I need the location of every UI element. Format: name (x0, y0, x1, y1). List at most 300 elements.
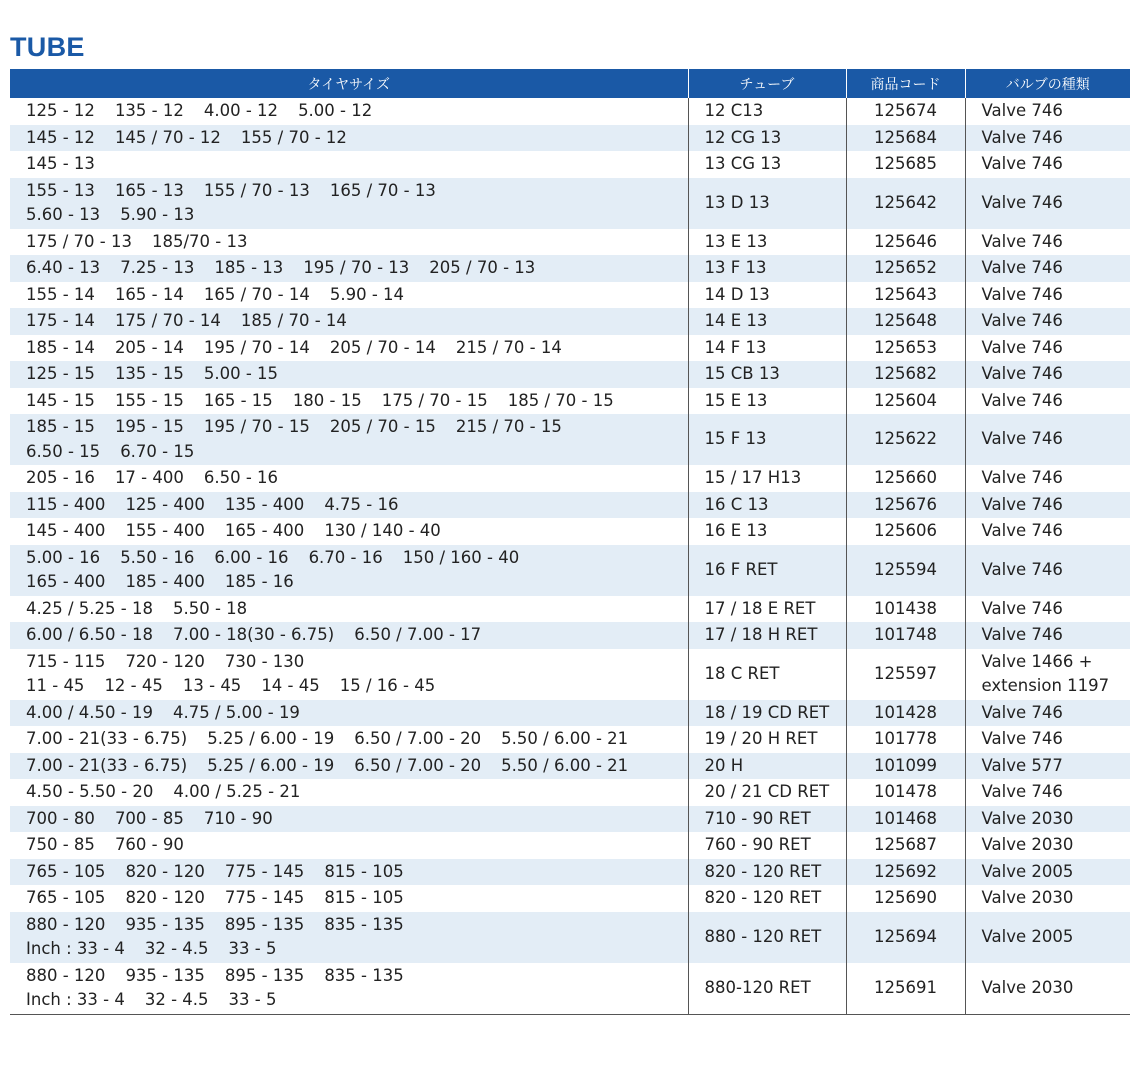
tire-size: Inch : 33 - 4 (26, 990, 125, 1009)
tire-size: 895 - 135 (224, 965, 305, 985)
table-row (10, 255, 1130, 282)
tube-cell: 20 H (688, 753, 846, 780)
tire-size: 5.00 - 16 (26, 547, 101, 567)
tire-size: 17 - 400 (114, 468, 184, 487)
product-code-cell: 125685 (846, 151, 965, 178)
table-row (10, 151, 1130, 178)
tire-size-line (26, 362, 688, 387)
tire-size-line (26, 203, 688, 228)
tire-size-line (26, 99, 688, 124)
valve-type-cell: Valve 746 (965, 596, 1130, 623)
tube-cell: 18 C RET (688, 649, 846, 700)
tire-size: 700 - 85 (114, 808, 184, 828)
tire-size: 935 - 135 (125, 965, 205, 985)
table-header (10, 69, 1130, 98)
tire-size: 6.50 - 16 (203, 468, 279, 487)
table-row (10, 885, 1130, 912)
tire-size-cell (10, 98, 688, 125)
valve-type-cell: Valve 746 (965, 255, 1130, 282)
valve-type-cell: Valve 746 (965, 361, 1130, 388)
tire-size-cell (10, 963, 688, 1015)
tire-size-line (26, 519, 688, 544)
tire-size: 145 - 12 (26, 127, 95, 147)
tire-size: 815 - 105 (324, 861, 404, 881)
product-code-cell: 125660 (846, 465, 965, 492)
table-row (10, 622, 1130, 649)
tire-size-cell (10, 779, 688, 806)
tire-size: 145 - 15 (26, 390, 95, 410)
tire-size: 185 - 13 (214, 258, 284, 277)
tire-size-cell (10, 492, 688, 519)
table-row (10, 545, 1130, 596)
valve-type-cell: Valve 2030 (965, 885, 1130, 912)
product-code-cell: 125694 (846, 912, 965, 963)
tire-size: 205 / 70 - 14 (329, 337, 436, 357)
tire-size: 185 - 400 (125, 572, 205, 591)
table-row (10, 125, 1130, 152)
product-code-cell: 125606 (846, 518, 965, 545)
tire-size: 5.50 - 16 (120, 547, 195, 567)
tire-size: 195 - 15 (114, 417, 184, 436)
table-row (10, 388, 1130, 415)
tire-size: 125 - 15 (26, 364, 95, 383)
tire-size-line (26, 674, 688, 699)
header-tire-size: タイヤサイズ (10, 69, 688, 98)
table-row (10, 596, 1130, 623)
product-code-cell: 101748 (846, 622, 965, 649)
product-code-cell: 101438 (846, 596, 965, 623)
tire-size: 165 / 70 - 14 (203, 284, 310, 304)
tire-size-line (26, 440, 688, 465)
tire-size: 4.75 / 5.00 - 19 (172, 702, 300, 722)
table-row (10, 282, 1130, 309)
tire-size: 175 / 70 - 15 (381, 390, 488, 410)
product-code-cell: 125690 (846, 885, 965, 912)
tire-size: 125 - 400 (125, 494, 205, 514)
tire-size: 150 / 160 - 40 (402, 547, 520, 567)
tire-size: 5.25 / 6.00 - 19 (207, 729, 335, 748)
tire-size: 175 / 70 - 13 (26, 231, 132, 251)
tire-size-line (26, 964, 688, 989)
tire-size-line (26, 389, 688, 414)
tire-size-line (26, 570, 688, 595)
tire-size-line (26, 597, 688, 622)
tire-size-cell (10, 885, 688, 912)
tire-size-cell (10, 414, 688, 465)
tire-size-cell (10, 151, 688, 178)
tire-size: 12 - 45 (104, 676, 163, 695)
valve-type-cell: Valve 746 (965, 178, 1130, 229)
table-row (10, 700, 1130, 727)
valve-type-cell: Valve 746 (965, 282, 1130, 309)
product-code-cell: 125682 (846, 361, 965, 388)
table-row (10, 859, 1130, 886)
tire-size: 880 - 120 (26, 965, 106, 985)
table-row (10, 308, 1130, 335)
header-row (10, 69, 1130, 98)
tire-size: 720 - 120 (125, 651, 205, 671)
tire-size: 5.90 - 13 (120, 205, 195, 224)
tire-size-cell (10, 308, 688, 335)
tire-size: 165 - 400 (26, 572, 106, 591)
tire-size: 185 - 15 (26, 417, 95, 436)
tire-size: 775 - 145 (224, 861, 305, 881)
tire-size: 6.00 - 16 (214, 547, 289, 567)
product-code-cell: 125646 (846, 229, 965, 256)
tire-size-cell (10, 649, 688, 700)
product-code-cell: 101778 (846, 726, 965, 753)
tube-cell: 710 - 90 RET (688, 806, 846, 833)
tire-size: 205 - 14 (114, 337, 184, 357)
tube-cell: 880-120 RET (688, 963, 846, 1015)
table-row (10, 963, 1130, 1015)
tube-cell: 18 / 19 CD RET (688, 700, 846, 727)
tire-size: 715 - 115 (26, 651, 106, 671)
tire-size: 185/70 - 13 (151, 231, 248, 251)
tire-size: 13 - 45 (182, 676, 242, 695)
tire-size: 815 - 105 (324, 888, 404, 907)
tire-size-cell (10, 596, 688, 623)
table-row (10, 492, 1130, 519)
tire-size: 5.00 - 12 (298, 101, 373, 120)
tire-size-line (26, 309, 688, 334)
valve-type-cell: Valve 2005 (965, 859, 1130, 886)
tire-size: 6.50 / 7.00 - 17 (354, 625, 482, 644)
tire-size: 6.70 - 16 (308, 547, 383, 567)
tire-size: 195 / 70 - 15 (203, 417, 310, 436)
tire-size: 32 - 4.5 (144, 990, 209, 1009)
valve-type-cell: Valve 746 (965, 151, 1130, 178)
product-code-cell: 125652 (846, 255, 965, 282)
product-code-cell: 125653 (846, 335, 965, 362)
tube-cell: 12 C13 (688, 98, 846, 125)
tire-size-line (26, 727, 688, 752)
tire-size-cell (10, 832, 688, 859)
tire-size: 7.00 - 18(30 - 6.75) (172, 625, 335, 644)
tire-size: 700 - 80 (26, 808, 95, 828)
tire-size-line (26, 179, 688, 204)
table-row (10, 98, 1130, 125)
tire-size: 895 - 135 (224, 914, 305, 934)
tire-size: 5.50 / 6.00 - 21 (501, 755, 629, 775)
tube-cell: 19 / 20 H RET (688, 726, 846, 753)
tire-size: Inch : 33 - 4 (26, 939, 125, 958)
tube-cell: 760 - 90 RET (688, 832, 846, 859)
tire-size: 155 - 15 (114, 390, 184, 410)
tire-size-line (26, 336, 688, 361)
valve-type-cell: Valve 746 (965, 125, 1130, 152)
tire-size: 185 / 70 - 15 (507, 390, 614, 410)
tire-size: 775 - 145 (224, 888, 305, 907)
header-tube: チューブ (688, 69, 846, 98)
header-valve-type: バルブの種類 (965, 69, 1130, 98)
valve-type-cell: Valve 577 (965, 753, 1130, 780)
tire-size: 835 - 135 (324, 965, 404, 985)
tire-size: 4.75 - 16 (324, 494, 399, 514)
tire-size-line (26, 466, 688, 491)
tire-size: 820 - 120 (125, 888, 205, 907)
table-row (10, 726, 1130, 753)
tire-size: 185 - 14 (26, 337, 95, 357)
tube-cell: 20 / 21 CD RET (688, 779, 846, 806)
valve-type-cell: Valve 2005 (965, 912, 1130, 963)
product-code-cell: 125597 (846, 649, 965, 700)
tire-size: 145 / 70 - 12 (114, 127, 221, 147)
tire-size-cell (10, 229, 688, 256)
tire-size-line (26, 988, 688, 1013)
tire-size: 6.40 - 13 (26, 258, 101, 277)
tire-size: 33 - 5 (228, 990, 277, 1009)
tire-size: 175 / 70 - 14 (114, 311, 221, 330)
tire-size-cell (10, 726, 688, 753)
tire-size: 180 - 15 (292, 390, 362, 410)
table-row (10, 649, 1130, 700)
tire-size: 155 / 70 - 12 (240, 127, 347, 147)
page-title: TUBE (10, 32, 85, 62)
tire-size-cell (10, 912, 688, 963)
product-code-cell: 101478 (846, 779, 965, 806)
tire-size: 155 - 14 (26, 284, 95, 304)
tube-cell: 14 D 13 (688, 282, 846, 309)
tire-size: 135 - 15 (114, 364, 184, 383)
tube-cell: 13 F 13 (688, 255, 846, 282)
valve-type-cell: Valve 2030 (965, 806, 1130, 833)
tire-size: 7.00 - 21(33 - 6.75) (26, 755, 188, 775)
tube-cell: 12 CG 13 (688, 125, 846, 152)
valve-type-cell: Valve 2030 (965, 832, 1130, 859)
tire-size: 205 - 16 (26, 468, 95, 487)
valve-type-cell: Valve 746 (965, 388, 1130, 415)
tire-size-line (26, 152, 688, 177)
product-code-cell: 125642 (846, 178, 965, 229)
table-row (10, 912, 1130, 963)
tire-size-line (26, 833, 688, 858)
product-code-cell: 125674 (846, 98, 965, 125)
tire-size-cell (10, 518, 688, 545)
tire-size: 4.00 - 12 (203, 101, 279, 120)
tire-size-line (26, 283, 688, 308)
tire-size-line (26, 256, 688, 281)
valve-type-cell: Valve 746 (965, 229, 1130, 256)
tire-size-cell (10, 806, 688, 833)
tire-size: 175 - 14 (26, 311, 95, 330)
tire-size: 155 / 70 - 13 (203, 180, 310, 200)
tire-size: 155 - 400 (125, 521, 205, 540)
valve-type-cell: Valve 746 (965, 465, 1130, 492)
product-code-cell: 101468 (846, 806, 965, 833)
tube-cell: 16 F RET (688, 545, 846, 596)
tire-size: 765 - 105 (26, 861, 106, 881)
tube-cell: 16 C 13 (688, 492, 846, 519)
tire-size: 4.00 / 4.50 - 19 (26, 702, 153, 722)
valve-type-cell: Valve 746 (965, 622, 1130, 649)
tire-size: 935 - 135 (125, 914, 205, 934)
valve-type-cell: Valve 746 (965, 700, 1130, 727)
tire-size: 4.50 - 5.50 - 20 (26, 782, 154, 801)
product-code-cell: 125684 (846, 125, 965, 152)
tube-cell: 16 E 13 (688, 518, 846, 545)
tire-size: 835 - 135 (324, 914, 404, 934)
tire-size: 5.90 - 14 (329, 284, 405, 304)
tire-size-cell (10, 361, 688, 388)
valve-type-cell: Valve 1466 + extension 1197 (965, 649, 1130, 700)
tire-size-line (26, 780, 688, 805)
tire-size: 195 / 70 - 14 (203, 337, 310, 357)
tire-size: 710 - 90 (203, 808, 273, 828)
tube-cell: 15 E 13 (688, 388, 846, 415)
product-code-cell: 125676 (846, 492, 965, 519)
tube-table (10, 69, 1130, 1015)
tire-size: 195 / 70 - 13 (303, 258, 410, 277)
table-row (10, 518, 1130, 545)
table-row (10, 335, 1130, 362)
product-code-cell: 125594 (846, 545, 965, 596)
tube-cell: 880 - 120 RET (688, 912, 846, 963)
tire-size: 6.00 / 6.50 - 18 (26, 625, 153, 644)
tube-cell: 17 / 18 H RET (688, 622, 846, 649)
tire-size: 6.70 - 15 (120, 441, 195, 461)
table-row (10, 806, 1130, 833)
table-row (10, 414, 1130, 465)
tube-cell: 15 CB 13 (688, 361, 846, 388)
valve-type-cell: Valve 746 (965, 726, 1130, 753)
tire-size: 135 - 12 (114, 101, 184, 120)
tire-size-line (26, 701, 688, 726)
valve-type-cell: Valve 2030 (965, 963, 1130, 1015)
tire-size-cell (10, 465, 688, 492)
tire-size: 135 - 400 (224, 494, 305, 514)
tire-size-cell (10, 125, 688, 152)
tire-size: 5.00 - 15 (203, 364, 279, 383)
tire-size: 5.50 - 18 (172, 598, 248, 618)
table-row (10, 178, 1130, 229)
tube-cell: 13 E 13 (688, 229, 846, 256)
tube-cell: 820 - 120 RET (688, 885, 846, 912)
product-code-cell: 125692 (846, 859, 965, 886)
tube-cell: 17 / 18 E RET (688, 596, 846, 623)
tube-cell: 15 F 13 (688, 414, 846, 465)
table-row (10, 229, 1130, 256)
tire-size: 14 - 45 (261, 676, 320, 695)
tire-size-cell (10, 388, 688, 415)
tire-size-cell (10, 545, 688, 596)
valve-type-cell: Valve 746 (965, 545, 1130, 596)
tire-size-line (26, 860, 688, 885)
tire-size-cell (10, 859, 688, 886)
tire-size: 155 - 13 (26, 180, 95, 200)
tube-cell: 13 CG 13 (688, 151, 846, 178)
table-row (10, 753, 1130, 780)
tire-size: 32 - 4.5 (144, 939, 209, 958)
tire-size: 5.50 / 6.00 - 21 (501, 729, 629, 748)
tire-size-line (26, 650, 688, 675)
tire-size: 33 - 5 (228, 939, 277, 958)
tire-size-cell (10, 335, 688, 362)
tire-size-line (26, 913, 688, 938)
valve-type-cell: Valve 746 (965, 779, 1130, 806)
tire-size: 750 - 85 (26, 835, 95, 854)
tire-size: 145 - 13 (26, 154, 95, 173)
tire-size: 115 - 400 (26, 494, 106, 514)
tube-cell: 15 / 17 H13 (688, 465, 846, 492)
tire-size-line (26, 546, 688, 571)
tire-size: 5.25 / 6.00 - 19 (207, 755, 335, 775)
tire-size: 145 - 400 (26, 521, 106, 540)
tire-size: 165 - 400 (224, 521, 305, 540)
tire-size-line (26, 623, 688, 648)
tire-size-line (26, 754, 688, 779)
valve-type-cell: Valve 746 (965, 414, 1130, 465)
tire-size-line (26, 937, 688, 962)
product-code-cell: 125648 (846, 308, 965, 335)
tire-size-cell (10, 622, 688, 649)
valve-type-cell: Valve 746 (965, 98, 1130, 125)
tire-size-line (26, 415, 688, 440)
tire-size: 730 - 130 (224, 651, 305, 671)
tire-size-cell (10, 753, 688, 780)
tire-size: 880 - 120 (26, 914, 106, 934)
tire-size: 7.00 - 21(33 - 6.75) (26, 729, 188, 748)
tire-size: 125 - 12 (26, 101, 95, 120)
product-code-cell: 125622 (846, 414, 965, 465)
tire-size: 215 / 70 - 14 (455, 337, 562, 357)
tire-size: 15 / 16 - 45 (339, 676, 436, 695)
table-row (10, 779, 1130, 806)
tire-size: 5.60 - 13 (26, 205, 101, 224)
tire-size: 205 / 70 - 15 (329, 417, 436, 436)
product-code-cell: 125643 (846, 282, 965, 309)
tire-size-line (26, 493, 688, 518)
tire-size: 130 / 140 - 40 (324, 521, 441, 540)
tube-cell: 14 F 13 (688, 335, 846, 362)
tire-size: 11 - 45 (26, 676, 85, 695)
valve-type-cell: Valve 746 (965, 308, 1130, 335)
tire-size-cell (10, 282, 688, 309)
tire-size: 165 / 70 - 13 (329, 180, 436, 200)
tire-size: 165 - 15 (203, 390, 273, 410)
tire-size-line (26, 807, 688, 832)
tire-size-cell (10, 700, 688, 727)
tire-size: 6.50 / 7.00 - 20 (354, 729, 482, 748)
tire-size: 7.25 - 13 (120, 258, 195, 277)
tube-cell: 14 E 13 (688, 308, 846, 335)
tire-size: 4.00 / 5.25 - 21 (173, 782, 301, 801)
tube-cell: 13 D 13 (688, 178, 846, 229)
tire-size: 205 / 70 - 13 (429, 258, 536, 277)
tire-size-cell (10, 255, 688, 282)
valve-type-cell: Valve 746 (965, 518, 1130, 545)
tire-size: 215 / 70 - 15 (455, 417, 562, 436)
product-code-cell: 101099 (846, 753, 965, 780)
tire-size: 165 - 14 (114, 284, 184, 304)
product-code-cell: 125604 (846, 388, 965, 415)
tire-size: 185 / 70 - 14 (240, 311, 347, 330)
header-product-code: 商品コード (846, 69, 965, 98)
product-code-cell: 125687 (846, 832, 965, 859)
product-code-cell: 125691 (846, 963, 965, 1015)
tire-size: 760 - 90 (114, 835, 184, 854)
valve-type-cell: Valve 746 (965, 335, 1130, 362)
tire-size: 820 - 120 (125, 861, 205, 881)
tire-size: 185 - 16 (224, 572, 294, 591)
tire-size: 6.50 - 15 (26, 441, 101, 461)
tire-size-line (26, 126, 688, 151)
tire-size-line (26, 886, 688, 911)
table-row (10, 361, 1130, 388)
tire-size: 165 - 13 (114, 180, 184, 200)
table-body (10, 98, 1130, 1014)
tire-size: 4.25 / 5.25 - 18 (26, 598, 153, 618)
